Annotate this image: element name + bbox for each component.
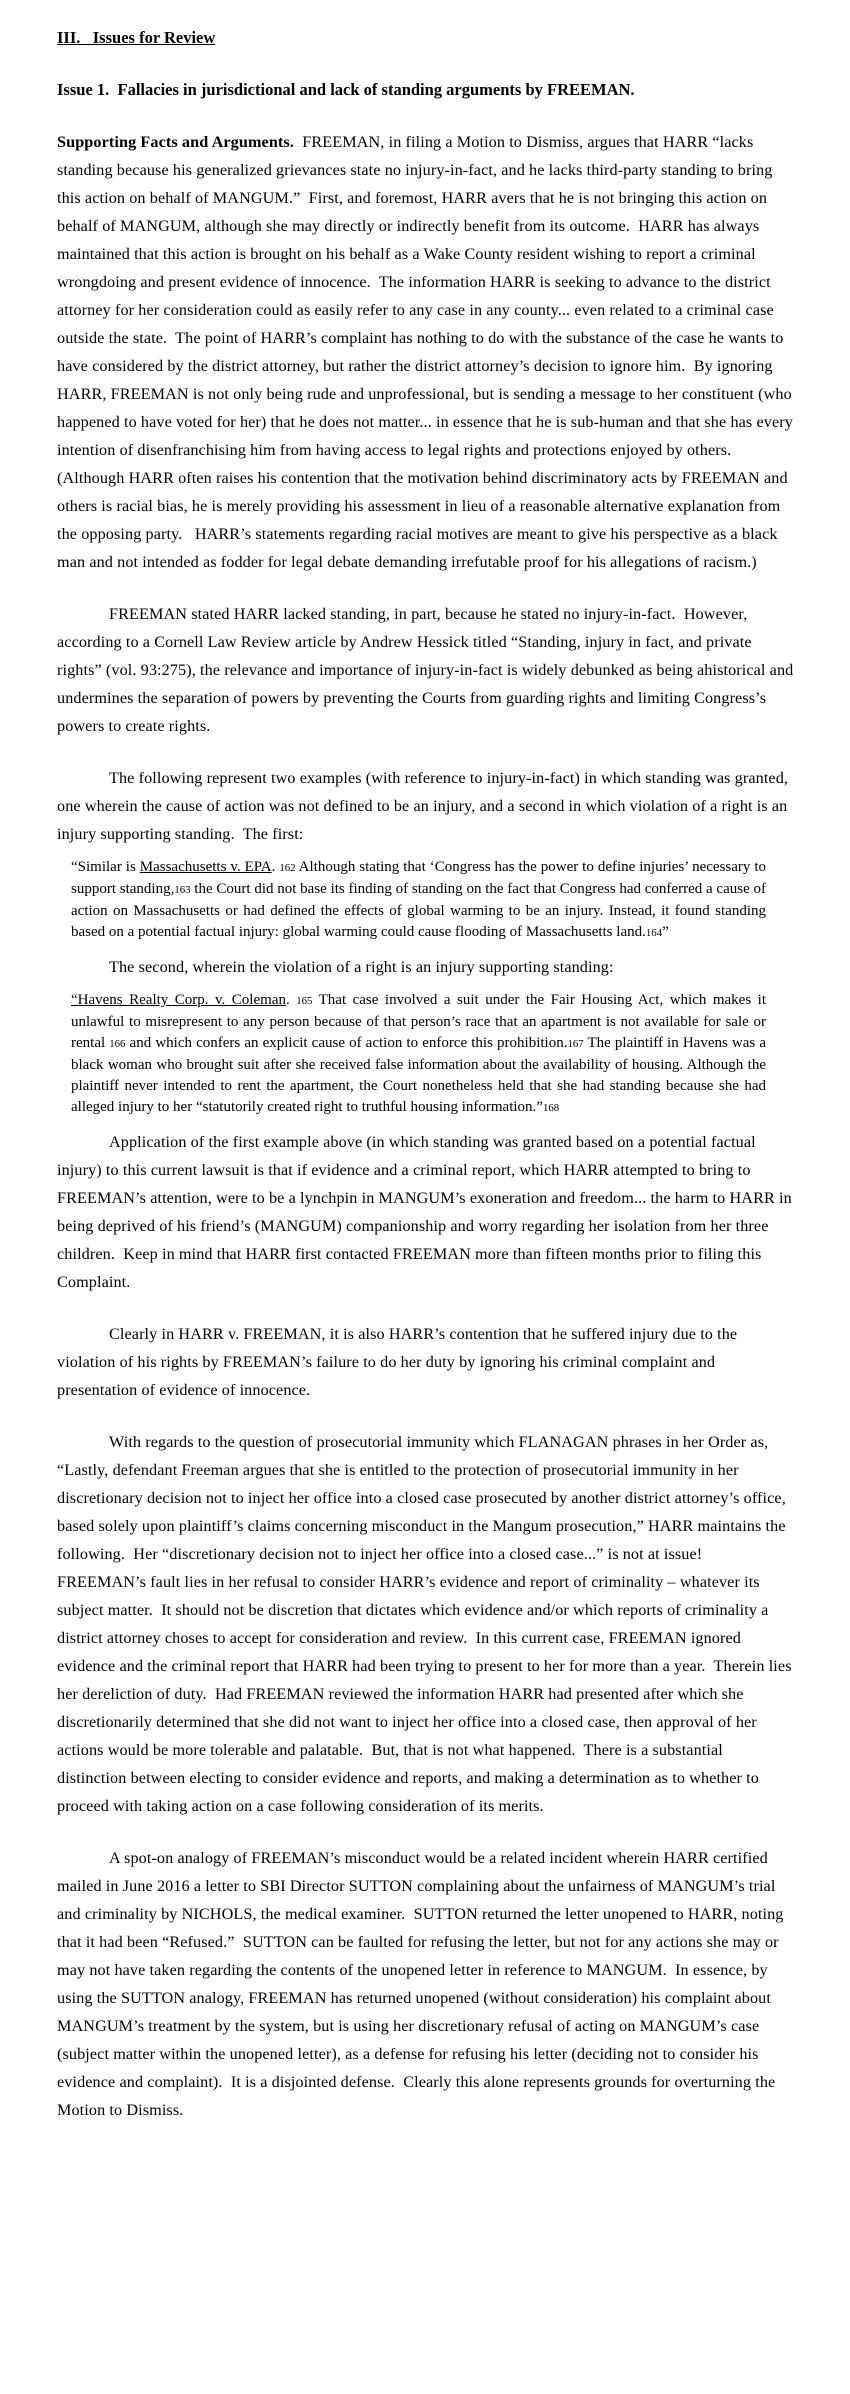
text-run: ”: [662, 924, 669, 940]
text-run: III. Issues for Review: [57, 28, 216, 47]
text-run: Supporting Facts and Arguments.: [57, 133, 294, 151]
text-run: 163: [174, 884, 191, 896]
text-run: Clearly in HARR v. FREEMAN, it is also HARR’s contention that he suffered injury due to the violation of his rights by FREEMAN’s failure to do her duty by ignoring his criminal complaint and presentation of evidence of innocence.: [57, 1325, 742, 1399]
text-run: .: [285, 992, 297, 1008]
text-run: The plaintiff in Havens was a black woman who brought suit after she received false information about the availability of housing. Although the plaintiff never intended to rent the apartment, the Court nonetheless held that she had standing because she had alleged injury to her “statutorily created right to truthful housing information.”: [71, 1035, 770, 1115]
blockquote-havens-realty-v-coleman: [71, 990, 770, 1119]
text-run: The following represent two examples (with reference to injury-in-fact) in which standing was granted, one wherein the cause of action was not defined to be an injury, and a second in which violation of a right is an injury supporting standing. The first:: [57, 769, 793, 843]
text-run: That case involved a suit under the Fair Housing Act, which makes it unlawful to misrepresent to any person because of that person’s race that an apartment is not available for sale or rental: [71, 992, 770, 1051]
blockquote-massachusetts-v-epa: [71, 857, 770, 944]
text-run: “Havens Realty Corp. v. Coleman: [71, 992, 286, 1008]
text-run: Massachusetts v. EPA: [139, 859, 272, 875]
text-run: 168: [542, 1102, 560, 1114]
text-run: 164: [645, 927, 663, 939]
text-run: With regards to the question of prosecutorial immunity which FLANAGAN phrases in her Order as, “Lastly, defendant Freeman argues that she is entitled to the protection of prosecutorial immunity in her discretionary decision not to inject her office into a closed case prosecuted by another district attorney’s office, based solely upon plaintiff’s claims concerning misconduct in the Mangum prosecution,” HARR maintains the following. Her “discretionary decision not to inject her office into a closed case...” is not at issue! FREEMAN’s fault lies in her refusal to consider HARR’s evidence and report of criminality – whatever its subject matter. It should not be discretion that dictates which evidence and/or which reports of criminality a district attorney choses to accept for consideration and review. In this current case, FREEMAN ignored evidence and the criminal report that HARR had been trying to present to her for more than a year. Therein lies her dereliction of duty. Had FREEMAN reviewed the information HARR had presented after which she discretionarily determined that she did not want to inject her office into a closed case, then approval of her actions would be more tolerable and palatable. But, that is not what happened. There is a substantial distinction between electing to consider evidence and reports, and making a determination as to whether to proceed with taking action on a case following consideration of its merits.: [57, 1433, 796, 1815]
text-run: The second, wherein the violation of a right is an injury supporting standing:: [109, 958, 614, 976]
text-run: 166: [109, 1038, 126, 1050]
paragraph-supporting-facts: [57, 128, 798, 576]
text-run: FREEMAN, in filing a Motion to Dismiss, argues that HARR “lacks standing because his generalized grievances state no injury-in-fact, and he lacks third-party standing to bring this action on behalf of MANGUM.” First, and foremost, HARR avers that he is not bringing this action on behalf of MANGUM, although she may directly or indirectly benefit from its outcome. HARR has always maintained that this action is brought on his behalf as a Wake County resident wishing to report a criminal wrongdoing and present evidence of innocence. The information HARR is seeking to advance to the district attorney for her consideration could as easily refer to any case in any county... even related to a criminal case outside the state. The point of HARR’s complaint has nothing to do with the substance of the case he wants to have considered by the district attorney, but rather the district attorney’s decision to ignore him. By ignoring HARR, FREEMAN is not only being rude and unprofessional, but is sending a message to her constituent (who happened to have voted for her) that he does not matter... in essence that he is sub-human and that she has every intention of disenfranchising him from having access to legal rights and protections enjoyed by others. (Although HARR often raises his contention that the motivation behind discriminatory acts by FREEMAN and others is racial bias, he is merely providing his assessment in lieu of a reasonable alternative explanation from the opposing party. HARR’s statements regarding racial motives are meant to give his perspective as a black man and not intended as fodder for legal debate demanding irrefutable proof for his allegations of racism.): [57, 133, 798, 571]
text-run: A spot-on analogy of FREEMAN’s misconduct would be a related incident wherein HARR certified mailed in June 2016 a letter to SBI Director SUTTON complaining about the unfairness of MANGUM’s trial and criminality by NICHOLS, the medical examiner. SUTTON returned the letter unopened to HARR, noting that it had been “Refused.” SUTTON can be faulted for refusing the letter, but not for any actions she may or may not have taken regarding the contents of the unopened letter in reference to MANGUM. In essence, by using the SUTTON analogy, FREEMAN has returned unopened (without consideration) his complaint about MANGUM’s treatment by the system, but is using her discretionary refusal of acting on MANGUM’s case (subject matter within the unopened letter), as a defense for refusing his letter (deciding not to consider his evidence and complaint). It is a disjointed defense. Clearly this alone represents grounds for overturning the Motion to Dismiss.: [57, 1849, 788, 2119]
paragraph-sutton-analogy: [57, 1844, 794, 2124]
text-run: and which confers an explicit cause of action to enforce this prohibition.: [125, 1035, 568, 1051]
text-run: 162: [279, 862, 296, 874]
paragraph-freeman-stated: [57, 600, 798, 740]
text-run: .: [271, 859, 280, 875]
paragraph-two-examples: [57, 764, 794, 848]
section-heading: [57, 24, 794, 52]
text-run: “Similar is: [71, 859, 140, 875]
text-run: Although stating that ‘Congress has the power to define injuries’ necessary to support standing,: [71, 859, 770, 897]
paragraph-clearly-harr-v-freeman: [57, 1320, 794, 1404]
paragraph-application: [57, 1128, 794, 1296]
paragraph-the-second: [57, 953, 794, 981]
issue-heading: [57, 76, 794, 104]
text-run: Application of the first example above (in which standing was granted based on a potential factual injury) to this current lawsuit is that if evidence and a criminal report, which HARR attempted to bring to FREEMAN’s attention, were to be a lynchpin in MANGUM’s exoneration and freedom... the harm to HARR in being deprived of his friend’s (MANGUM) companionship and worry regarding her isolation from her three children. Keep in mind that HARR first contacted FREEMAN more than fifteen months prior to filing this Complaint.: [57, 1133, 796, 1291]
text-run: the Court did not base its finding of standing on the fact that Congress had conferred a cause of action on Massachusetts or had defined the effects of global warming to be an injury. Instead, it found standing based on a potential factual injury: global warming could cause flooding of Massachusetts land.: [71, 881, 770, 940]
text-run: 165: [296, 995, 313, 1007]
paragraph-prosecutorial-immunity: [57, 1428, 794, 1820]
text-run: FREEMAN stated HARR lacked standing, in part, because he stated no injury-in-fact. However, according to a Cornell Law Review article by Andrew Hessick titled “Standing, injury in fact, and private rights” (vol. 93:275), the relevance and importance of injury-in-fact is widely debunked as being ahistorical and undermines the separation of powers by preventing the Courts from guarding rights and limiting Congress’s powers to create rights.: [57, 605, 798, 735]
text-run: Issue 1. Fallacies in jurisdictional and lack of standing arguments by FREEMAN.: [57, 80, 635, 99]
text-run: 167: [567, 1038, 584, 1050]
